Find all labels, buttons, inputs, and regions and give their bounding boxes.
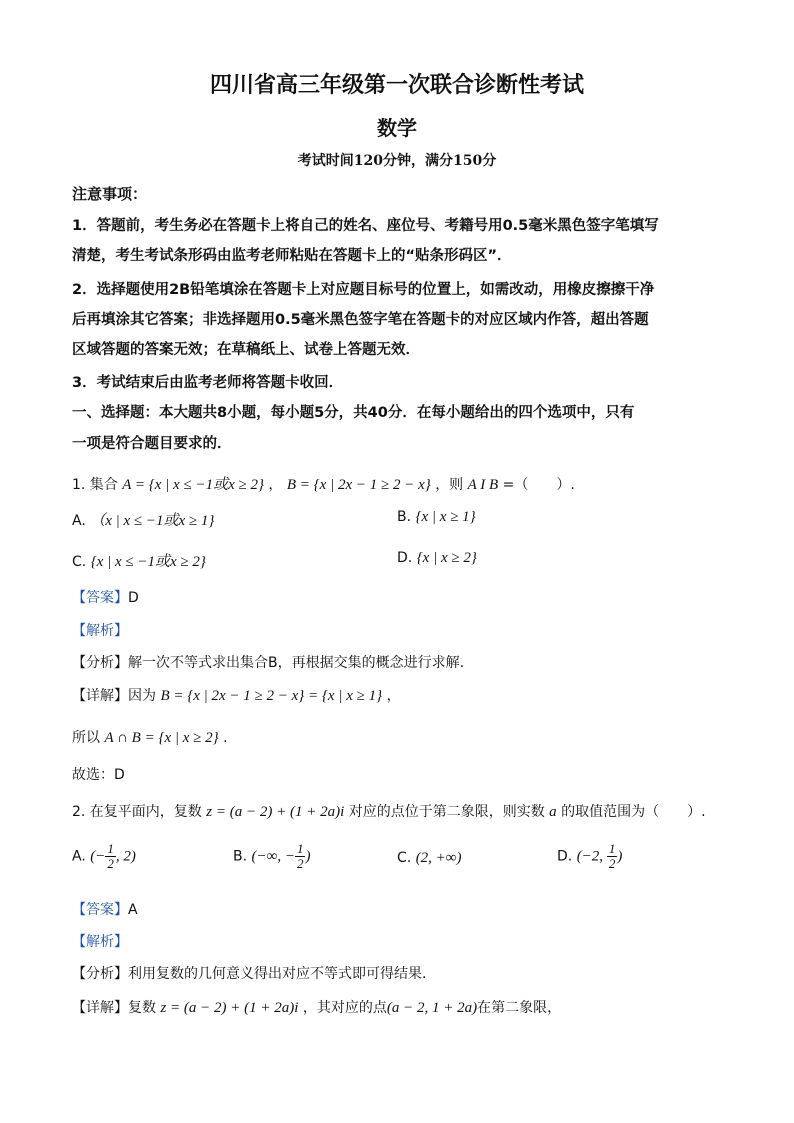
- q2-option-a: [72, 842, 136, 871]
- notice-item2-line3: 区域答题的答案无效；在草稿纸上、试卷上答题无效．: [72, 342, 420, 358]
- q2-optA-pre: (−: [90, 848, 106, 865]
- q1-option-c: [72, 550, 206, 571]
- q2-xiangjie-expr2: (a − 2, 1 + 2a): [386, 1000, 478, 1016]
- q1-option-a: [72, 509, 214, 530]
- q2-option-c: [397, 850, 462, 867]
- q2-jiexi: [72, 931, 128, 951]
- q1-xiangjie-pre: 因为: [128, 688, 156, 704]
- exam-duration: 考试时间120分钟，满分150分: [297, 153, 497, 169]
- q2-optA-den: 2: [107, 856, 114, 871]
- q2-optA-post: , 2): [115, 848, 136, 865]
- q2-var: a: [549, 804, 557, 820]
- q2-optA-label: A.: [72, 848, 86, 865]
- q1-option-d: [397, 550, 477, 567]
- notice-item3: 3．考试结束后由监考老师将答题卡收回．: [72, 375, 344, 391]
- q1-guxuan: 故选：D: [72, 767, 125, 783]
- q1-xiangjie: [72, 685, 401, 705]
- q1-suoyi-post: .: [223, 730, 228, 746]
- q2-stem: [72, 801, 706, 821]
- q2-optD-num: 1: [608, 841, 616, 856]
- q1-xiangjie-expr: B = {x | 2x − 1 ≥ 2 − x} = {x | x ≥ 1}: [160, 688, 383, 704]
- q1-suoyi-expr: A ∩ B = {x | x ≥ 2}: [104, 730, 219, 746]
- q1-fenxi-text: 解一次不等式求出集合B，再根据交集的概念进行求解.: [128, 655, 465, 671]
- notice-item1-line1: 1．答题前，考生务必在答题卡上将自己的姓名、座位号、考籍号用0.5毫米黑色签字笔填写: [72, 218, 659, 234]
- q1-optA: （x | x ≤ −1或x ≥ 1}: [90, 513, 215, 529]
- q1-xiangjie-post: ，: [386, 688, 401, 704]
- q1-setA: A = {x | x ≤ −1或x ≥ 2}: [122, 477, 264, 493]
- section1-line1: 一、选择题：本大题共8小题，每小题5分，共40分．在每小题给出的四个选项中，只有: [72, 405, 635, 421]
- q1-optD-label: D.: [397, 550, 413, 566]
- q1-fenxi-tag: 【分析】: [72, 655, 128, 671]
- q2-fenxi-tag: 【分析】: [72, 966, 128, 982]
- q2-optA-frac: [105, 842, 116, 871]
- exam-title: 四川省高三年级第一次联合诊断性考试: [209, 73, 584, 98]
- q2-fenxi: [72, 963, 426, 983]
- q2-jiexi-tag: 【解析】: [72, 934, 128, 950]
- q1-option-b: [397, 509, 476, 526]
- q2-optC: (2, +∞): [415, 850, 462, 866]
- q2-optB-num: 1: [296, 841, 304, 856]
- q1-xiangjie-tag: 【详解】: [72, 688, 128, 704]
- q2-answer-value: A: [128, 902, 138, 918]
- q2-mid: 对应的点位于第二象限，则实数: [348, 804, 545, 820]
- q1-suoyi-pre: 所以: [72, 730, 100, 746]
- q2-optC-label: C.: [397, 850, 412, 866]
- q1-stem: [72, 473, 575, 494]
- q2-optB-frac: [295, 842, 306, 871]
- q1-optB: {x | x ≥ 1}: [415, 509, 476, 525]
- q2-optA-num: 1: [107, 841, 114, 856]
- q1-answer-value: D: [128, 590, 139, 606]
- q2-optB-pre: (−∞, −: [251, 848, 295, 865]
- q2-optB-label: B.: [233, 848, 248, 865]
- q1-optC-label: C.: [72, 554, 87, 570]
- notice-item1-line2: 清楚，考生考试条形码由监考老师粘贴在答题卡上的“贴条形码区”．: [72, 248, 512, 264]
- q2-optD-label: D.: [557, 848, 573, 865]
- notice-heading: 注意事项：: [72, 185, 148, 203]
- q1-ask-expr: A I B: [467, 477, 499, 493]
- q2-xiangjie-tag: 【详解】: [72, 1000, 128, 1016]
- q1-ask-pre: ，则: [435, 477, 464, 493]
- q2-optD-post: ): [617, 848, 623, 865]
- q2-optD-frac: [607, 842, 618, 871]
- q1-optB-label: B.: [397, 509, 412, 525]
- section1-line2: 一项是符合题目要求的．: [72, 436, 232, 452]
- q2-xiangjie: [72, 997, 561, 1017]
- q1-optC: {x | x ≤ −1或x ≥ 2}: [90, 554, 206, 570]
- q2-fenxi-text: 利用复数的几何意义得出对应不等式即可得结果.: [128, 966, 427, 982]
- q2-xiangjie-mid: ，其对应的点: [302, 1000, 387, 1016]
- q2-optB-den: 2: [296, 856, 304, 871]
- notice-item2-line1: 2．选择题使用2B铅笔填涂在答题卡上对应题目标号的位置上，如需改动，用橡皮擦擦干净: [72, 282, 655, 298]
- q2-optD-pre: (−2,: [576, 848, 607, 865]
- q2-option-b: [233, 842, 310, 871]
- q2-option-d: [557, 842, 622, 871]
- q2-xiangjie-pre: 复数: [128, 1000, 156, 1016]
- q2-optB-post: ): [305, 848, 311, 865]
- q1-answer: [72, 587, 139, 607]
- q2-answer-tag: 【答案】: [72, 902, 128, 918]
- exam-subject: 数学: [377, 116, 417, 140]
- q1-jiexi: [72, 620, 128, 640]
- q1-optA-label: A.: [72, 513, 86, 529]
- q1-comma: ，: [268, 477, 283, 493]
- q1-prefix: 1. 集合: [72, 477, 118, 493]
- q1-optD: {x | x ≥ 2}: [416, 550, 477, 566]
- q1-suoyi: [72, 727, 228, 747]
- q1-setB: B = {x | 2x − 1 ≥ 2 − x}: [286, 477, 431, 493]
- q1-answer-tag: 【答案】: [72, 590, 128, 606]
- q1-jiexi-tag: 【解析】: [72, 623, 128, 639]
- q2-optD-den: 2: [608, 856, 616, 871]
- q2-prefix: 2. 在复平面内，复数: [72, 804, 202, 820]
- q1-fenxi: [72, 652, 464, 672]
- q2-xiangjie-post: 在第二象限，: [477, 1000, 562, 1016]
- q2-answer: [72, 899, 138, 919]
- q2-suffix: 的取值范围为（ ）.: [561, 804, 706, 820]
- q1-ask-post: =（ ）.: [502, 477, 575, 493]
- notice-item2-line2: 后再填涂其它答案；非选择题用0.5毫米黑色签字笔在答题卡的对应区域内作答，超出答题: [72, 312, 649, 328]
- q2-expr: z = (a − 2) + (1 + 2a)i: [206, 804, 345, 820]
- q2-xiangjie-expr1: z = (a − 2) + (1 + 2a)i: [160, 1000, 299, 1016]
